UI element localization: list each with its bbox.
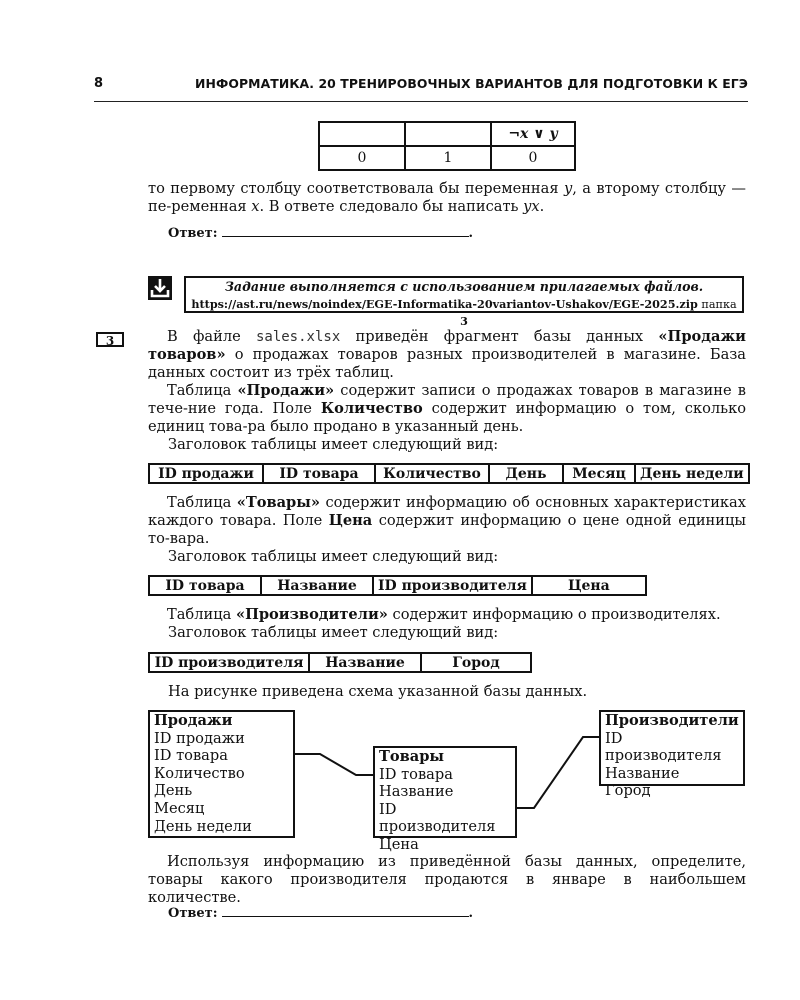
schema-table-goods (373, 746, 517, 853)
connector-goods-makers (517, 737, 599, 808)
column-header: Город (421, 653, 531, 672)
task3-paragraph-2: Таблица «Продажи» содержит записи о продажах товаров в магазине в тече-ние года. Поле Количество содержит информацию о том, сколько единиц това-ра было продано в указанный день. (148, 382, 746, 435)
truth-table-cell: 0 (319, 146, 405, 170)
task3-answer: Ответ: . (168, 906, 474, 921)
db-name: «Продажи товаров» (148, 328, 747, 363)
header-intro: Заголовок таблицы имеет следующий вид: (168, 548, 499, 565)
header-intro: Заголовок таблицы имеет следующий вид: (168, 436, 499, 453)
schema-field: Месяц (154, 799, 205, 817)
column-header: ID товара (149, 576, 261, 595)
var-yx: yx (523, 198, 540, 215)
prev-task-text: то первому столбцу соответствовала бы переменная y, а второму столбцу — пе-ременная x. В ответе следовало бы написать yx. (148, 180, 746, 215)
column-header: Количество (375, 464, 489, 483)
files-notice-link: https://ast.ru/news/noindex/EGE-Informatika-20variantov-Ushakov/EGE-2025.zip папка 3 (191, 297, 737, 328)
column-header: ID продажи (149, 464, 263, 483)
schema-field: Название (379, 783, 454, 801)
task3-paragraph-4: Таблица «Производители» содержит информацию о производителях. (167, 606, 721, 623)
column-header: Название (261, 576, 373, 595)
schema-field: Название (605, 764, 680, 782)
column-header: ID товара (263, 464, 375, 483)
schema-table-sales (148, 710, 295, 838)
schema-field: ID товара (154, 747, 228, 765)
answer-label: Ответ: (168, 906, 218, 921)
folder-number: 3 (460, 314, 468, 328)
schema-field: День (154, 782, 193, 800)
column-header: ID производителя (373, 576, 532, 595)
column-header: ID производителя (149, 653, 309, 672)
answer-line[interactable] (222, 904, 469, 917)
schema-intro: На рисунке приведена схема указанной базы данных. (168, 683, 588, 700)
answer-label: Ответ: (168, 226, 218, 241)
truth-table-cell: 1 (405, 146, 491, 170)
task3-question: Используя информацию из приведённой базы данных, определите, товары какого производителя продаются в январе в наибольшем количестве. (148, 853, 746, 906)
schema-table-title: Производители (605, 712, 739, 729)
var-y: y (563, 180, 573, 197)
var-x: x (251, 198, 260, 215)
truth-table-header: ¬x ∨ y (491, 122, 575, 146)
book-title: ИНФОРМАТИКА. 20 ТРЕНИРОВОЧНЫХ ВАРИАНТОВ ДЛЯ ПОДГОТОВКИ К ЕГЭ (195, 76, 748, 91)
connector-sales-goods (295, 754, 373, 775)
schema-table-makers (599, 710, 745, 800)
task3-paragraph-3: Таблица «Товары» содержит информацию об основных характеристиках каждого товара. Поле Цена содержит информацию о цене одной единицы то-вара. (148, 494, 747, 547)
column-header: Месяц (563, 464, 635, 483)
schema-table-title: Продажи (154, 712, 233, 729)
schema-table-title: Товары (379, 748, 445, 765)
header-intro: Заголовок таблицы имеет следующий вид: (168, 624, 499, 641)
column-header: Название (309, 653, 421, 672)
task-number: 3 (96, 332, 124, 347)
schema-field: Количество (154, 764, 245, 782)
task3-paragraph-1: В файле sales.xlsx приведён фрагмент базы данных «Продажи товаров» о продажах товаров разных производителей в магазине. База данных состоит из трёх таблиц. (148, 328, 747, 381)
column-header: День (489, 464, 563, 483)
column-header: День недели (635, 464, 749, 483)
schema-field: Город (605, 782, 651, 800)
schema-field: ID производителя (605, 729, 722, 765)
schema-field: ID производителя (379, 800, 496, 836)
schema-field: День недели (154, 817, 252, 835)
file-name: sales.xlsx (255, 329, 341, 345)
prev-answer: Ответ: . (168, 226, 474, 241)
schema-field: ID товара (379, 765, 453, 783)
page-number: 8 (94, 76, 104, 91)
files-notice-title: Задание выполняется с использованием прилагаемых файлов. (224, 279, 704, 294)
schema-field: ID продажи (154, 729, 245, 747)
schema-field: Цена (379, 835, 419, 853)
column-header: Цена (532, 576, 646, 595)
files-url[interactable]: https://ast.ru/news/noindex/EGE-Informatika-20variantov-Ushakov/EGE-2025.zip (191, 297, 698, 311)
truth-table-cell: 0 (491, 146, 575, 170)
